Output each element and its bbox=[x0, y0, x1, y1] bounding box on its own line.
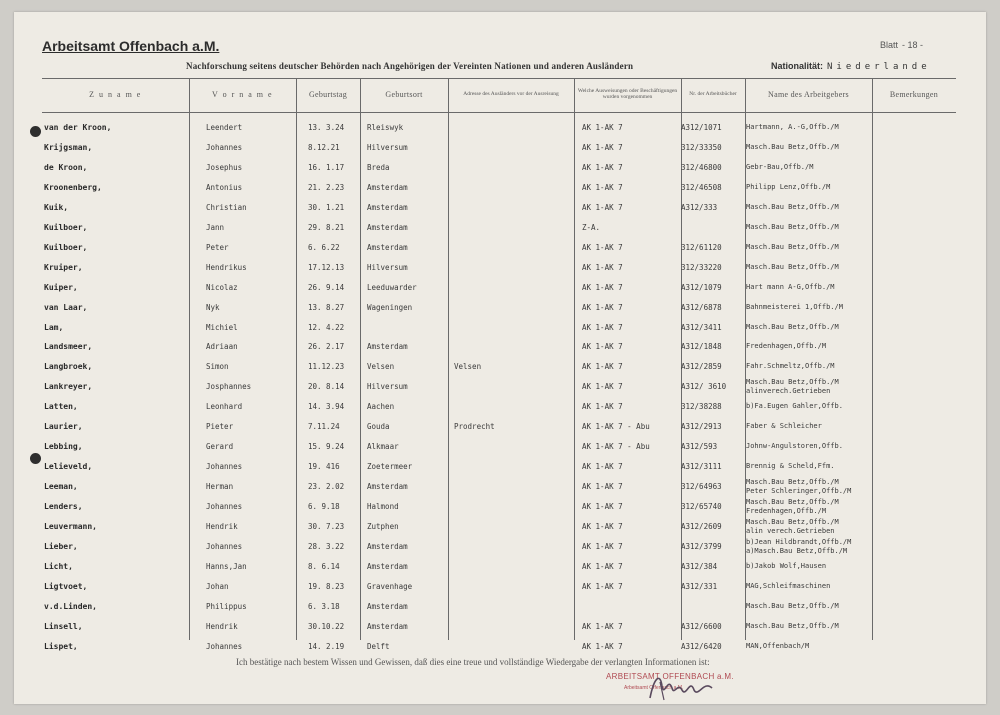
birthdate-cell: 29. 8.21 bbox=[308, 222, 345, 232]
birthplace-cell: Wageningen bbox=[367, 302, 413, 312]
employer-cell: Masch.Bau Betz,Offb./M bbox=[746, 142, 839, 151]
birthdate-cell: 30. 1.21 bbox=[308, 202, 345, 212]
stamp-subline: Arbeitsamt Offenbach a.M. bbox=[624, 685, 684, 691]
birthdate-cell: 19. 8.23 bbox=[308, 581, 345, 591]
birthdate-cell: 6. 9.18 bbox=[308, 502, 340, 512]
firstname-cell: Christian bbox=[206, 202, 247, 212]
employer-cell: Hart mann A-G,Offb./M bbox=[746, 282, 835, 291]
col-header-firstname: V o r n a m e bbox=[211, 89, 274, 99]
col-header-birthplace: Geburtsort bbox=[385, 89, 423, 99]
issued-cell: AK 1-AK 7 bbox=[582, 123, 623, 132]
surname-cell: Lam, bbox=[44, 322, 64, 332]
col-header-birthdate: Geburtstag bbox=[308, 89, 348, 99]
birthdate-cell: 21. 2.23 bbox=[308, 182, 345, 192]
employer-cell: a)Masch.Bau Betz,Offb./M bbox=[746, 546, 848, 555]
employer-cell: Masch.Bau Betz,Offb./M bbox=[746, 498, 839, 507]
workbook-cell: 312/61120 bbox=[681, 242, 722, 252]
issued-cell: AK 1-AK 7 bbox=[582, 282, 623, 292]
birthdate-cell: 26. 9.14 bbox=[308, 282, 345, 292]
birthplace-cell: Leeduwarder bbox=[367, 282, 417, 292]
birthdate-cell: 8.12.21 bbox=[308, 142, 340, 152]
workbook-cell: A312/6600 bbox=[681, 621, 722, 631]
birthplace-cell: Amsterdam bbox=[367, 182, 408, 192]
birthplace-cell: Hilversum bbox=[367, 142, 408, 152]
signature-scribble bbox=[646, 668, 716, 704]
issued-cell: AK 1-AK 7 bbox=[582, 182, 623, 192]
employer-cell: Faber & Schleicher bbox=[746, 422, 822, 431]
birthplace-cell: Hilversum bbox=[367, 382, 408, 392]
workbook-cell: A312/333 bbox=[681, 202, 718, 212]
surname-cell: van Laar, bbox=[44, 302, 88, 312]
birthdate-cell: 12. 4.22 bbox=[308, 322, 345, 332]
col-header-address: Adresse des Ausländers vor der Ausreisung bbox=[463, 91, 559, 98]
birthplace-cell: Aachen bbox=[367, 402, 395, 412]
issued-cell: Z-A. bbox=[582, 222, 601, 232]
firstname-cell: Hendrik bbox=[206, 522, 238, 531]
birthdate-cell: 8. 6.14 bbox=[308, 561, 340, 571]
issued-cell: AK 1-AK 7 bbox=[582, 522, 623, 531]
issued-cell: AK 1-AK 7 bbox=[582, 202, 623, 212]
surname-cell: Leeman, bbox=[44, 482, 78, 492]
birthplace-cell: Amsterdam bbox=[367, 541, 408, 551]
birthdate-cell: 30. 7.23 bbox=[308, 522, 345, 531]
workbook-cell: A312/384 bbox=[681, 561, 718, 571]
birthdate-cell: 13. 8.27 bbox=[308, 302, 345, 312]
issued-cell: AK 1-AK 7 bbox=[582, 362, 623, 372]
col-header-remarks: Bemerkungen bbox=[889, 89, 939, 99]
workbook-cell: 312/64963 bbox=[681, 482, 722, 492]
nationality-value: Niederlande bbox=[827, 62, 931, 72]
firstname-cell: Johannes bbox=[206, 462, 243, 472]
firstname-cell: Leonhard bbox=[206, 402, 243, 412]
birthplace-cell: Amsterdam bbox=[367, 242, 408, 252]
surname-cell: Lenders, bbox=[44, 502, 83, 512]
birthplace-cell: Rleiswyk bbox=[367, 123, 404, 132]
surname-cell: Kuiper, bbox=[44, 282, 78, 292]
birthdate-cell: 6. 6.22 bbox=[308, 242, 340, 252]
firstname-cell: Hendrik bbox=[206, 621, 238, 631]
birthdate-cell: 23. 2.02 bbox=[308, 482, 345, 492]
birthplace-cell: Amsterdam bbox=[367, 202, 408, 212]
workbook-cell: A312/1071 bbox=[681, 123, 722, 132]
employer-cell: Peter Schleringer,Offb./M bbox=[746, 487, 852, 496]
employer-cell: Hartmann, A.-G,Offb./M bbox=[746, 123, 839, 131]
employer-cell: alinverech.Getrieben bbox=[746, 387, 831, 396]
surname-cell: Laurier, bbox=[44, 422, 83, 432]
issued-cell: AK 1-AK 7 bbox=[582, 262, 623, 272]
birthdate-cell: 14. 3.94 bbox=[308, 402, 345, 412]
issued-cell: AK 1-AK 7 bbox=[582, 402, 623, 412]
issued-cell: AK 1-AK 7 bbox=[582, 462, 623, 472]
surname-cell: Kuilboer, bbox=[44, 222, 88, 232]
sheet-number bbox=[876, 40, 923, 50]
employer-cell: Philipp Lenz,Offb./M bbox=[746, 182, 831, 191]
workbook-cell: A312/6878 bbox=[681, 302, 722, 312]
employer-cell: Masch.Bau Betz,Offb./M bbox=[746, 202, 839, 211]
sheet-label: Blatt bbox=[880, 40, 899, 50]
nationality-label: Nationalität: bbox=[771, 61, 824, 71]
birthplace-cell: Amsterdam bbox=[367, 621, 408, 631]
workbook-cell: 312/46508 bbox=[681, 182, 722, 192]
employer-cell: Masch.Bau Betz,Offb./M bbox=[746, 242, 839, 251]
employer-cell: Masch.Bau Betz,Offb./M bbox=[746, 601, 839, 610]
sheet-number-value: - 18 - bbox=[902, 40, 924, 50]
issued-cell: AK 1-AK 7 bbox=[582, 482, 623, 492]
surname-cell: van der Kroon, bbox=[44, 123, 112, 132]
birthplace-cell: Gouda bbox=[367, 422, 390, 432]
surname-cell: Langbroek, bbox=[44, 362, 93, 372]
employer-cell: Masch.Bau Betz,Offb./M bbox=[746, 378, 839, 387]
issued-cell: AK 1-AK 7 bbox=[582, 502, 623, 512]
employer-cell: Bahnmeisterei 1,Offb./M bbox=[746, 302, 843, 311]
surname-cell: Leuvermann, bbox=[44, 522, 97, 531]
firstname-cell: Johannes bbox=[206, 641, 243, 651]
surname-cell: Linsell, bbox=[44, 621, 83, 631]
issued-cell: AK 1-AK 7 bbox=[582, 242, 623, 252]
birthdate-cell: 26. 2.17 bbox=[308, 342, 345, 352]
workbook-cell: A312/2913 bbox=[681, 422, 722, 432]
employer-cell: Masch.Bau Betz,Offb./M bbox=[746, 478, 839, 487]
col-header-surname: Z u n a m e bbox=[89, 89, 142, 99]
surname-cell: Lieber, bbox=[44, 541, 78, 551]
address-cell: Prodrecht bbox=[454, 422, 495, 432]
employer-cell: MAG,Schleifmaschinen bbox=[746, 581, 831, 590]
birthplace-cell: Delft bbox=[367, 641, 390, 651]
workbook-cell: 312/33350 bbox=[681, 142, 722, 152]
issued-cell: AK 1-AK 7 bbox=[582, 581, 623, 591]
birthplace-cell: Halmond bbox=[367, 502, 399, 512]
workbook-cell: A312/ 3610 bbox=[681, 382, 727, 392]
employer-cell: Masch.Bau Betz,Offb./M bbox=[746, 518, 839, 526]
col-header-workbook: Nr. der Arbeitsbücher bbox=[689, 91, 737, 98]
birthplace-cell: Velsen bbox=[367, 362, 395, 372]
birthplace-cell: Amsterdam bbox=[367, 482, 408, 492]
firstname-cell: Philippus bbox=[206, 601, 247, 611]
employer-cell: Masch.Bau Betz,Offb./M bbox=[746, 262, 839, 271]
employer-cell: Masch.Bau Betz,Offb./M bbox=[746, 222, 839, 231]
workbook-cell: A312/6420 bbox=[681, 641, 722, 651]
surname-cell: Kruiper, bbox=[44, 262, 83, 272]
issued-cell: AK 1-AK 7 bbox=[582, 342, 623, 352]
surname-cell: Licht, bbox=[44, 561, 73, 571]
workbook-cell: 312/33220 bbox=[681, 262, 722, 272]
birthdate-cell: 15. 9.24 bbox=[308, 442, 345, 452]
issued-cell: AK 1-AK 7 bbox=[582, 162, 623, 172]
birthplace-cell: Breda bbox=[367, 162, 390, 172]
employer-cell: alin verech.Getrieben bbox=[746, 527, 835, 535]
issued-cell: AK 1-AK 7 bbox=[582, 302, 623, 312]
birthdate-cell: 17.12.13 bbox=[308, 262, 345, 272]
surname-cell: Latten, bbox=[44, 402, 78, 412]
workbook-cell: A312/3799 bbox=[681, 541, 722, 551]
birthdate-cell: 16. 1.17 bbox=[308, 162, 345, 172]
birthplace-cell: Hilversum bbox=[367, 262, 408, 272]
workbook-cell: A312/2609 bbox=[681, 522, 722, 531]
firstname-cell: Josephus bbox=[206, 162, 243, 172]
punch-hole bbox=[30, 126, 41, 137]
surname-cell: v.d.Linden, bbox=[44, 601, 97, 611]
firstname-cell: Hanns,Jan bbox=[206, 561, 247, 571]
employer-cell: Masch.Bau Betz,Offb./M bbox=[746, 621, 839, 630]
firstname-cell: Antonius bbox=[206, 182, 243, 192]
employer-cell: Gebr-Bau,Offb./M bbox=[746, 162, 814, 171]
firstname-cell: Adriaan bbox=[206, 342, 238, 352]
employer-cell: b)Jakob Wolf,Hausen bbox=[746, 561, 827, 570]
firstname-cell: Johannes bbox=[206, 142, 243, 152]
firstname-cell: Nyk bbox=[206, 302, 220, 312]
firstname-cell: Josphannes bbox=[206, 382, 252, 392]
workbook-cell: A312/331 bbox=[681, 581, 718, 591]
firstname-cell: Johannes bbox=[206, 502, 243, 512]
birthdate-cell: 14. 2.19 bbox=[308, 641, 345, 651]
workbook-cell: A312/3411 bbox=[681, 322, 722, 332]
workbook-cell: 312/65740 bbox=[681, 502, 722, 512]
birthplace-cell: Amsterdam bbox=[367, 561, 408, 571]
workbook-cell: A312/2859 bbox=[681, 362, 722, 372]
issued-cell: AK 1-AK 7 - Abu bbox=[582, 422, 650, 432]
firstname-cell: Leendert bbox=[206, 123, 243, 132]
employer-cell: Fredenhagen,Offb./M bbox=[746, 507, 827, 516]
employer-cell: Fahr.Schmeltz,Offb./M bbox=[746, 362, 835, 371]
surname-cell: Ligtvoet, bbox=[44, 581, 88, 591]
birthplace-cell: Amsterdam bbox=[367, 222, 408, 232]
employer-cell: Fredenhagen,Offb./M bbox=[746, 342, 827, 351]
certification-text: Ich bestätige nach bestem Wissen und Gewissen, daß dies eine treue und vollständige Wiedergabe der verlangten Informationen ist: bbox=[236, 657, 710, 667]
workbook-cell: A312/1848 bbox=[681, 342, 722, 352]
stamp-office-name: ARBEITSAMT OFFENBACH a.M. bbox=[606, 672, 734, 681]
employer-cell: MAN,Offenbach/M bbox=[746, 641, 810, 650]
workbook-cell: 312/46800 bbox=[681, 162, 722, 172]
issued-cell: AK 1-AK 7 bbox=[582, 382, 623, 392]
surname-cell: de Kroon, bbox=[44, 162, 88, 172]
surname-cell: Landsmeer, bbox=[44, 342, 93, 352]
firstname-cell: Pieter bbox=[206, 422, 234, 432]
surname-cell: Kuilboer, bbox=[44, 242, 88, 252]
firstname-cell: Simon bbox=[206, 362, 229, 372]
birthdate-cell: 7.11.24 bbox=[308, 422, 340, 432]
punch-hole bbox=[30, 453, 41, 464]
birthplace-cell: Gravenhage bbox=[367, 581, 413, 591]
firstname-cell: Herman bbox=[206, 482, 234, 492]
birthdate-cell: 13. 3.24 bbox=[308, 123, 345, 132]
workbook-cell: 312/38288 bbox=[681, 402, 722, 412]
employer-cell: b)Jean Hildbrandt,Offb./M bbox=[746, 537, 852, 546]
table-row bbox=[42, 161, 956, 181]
workbook-cell: A312/3111 bbox=[681, 462, 722, 472]
surname-cell: Kuik, bbox=[44, 202, 69, 212]
birthdate-cell: 28. 3.22 bbox=[308, 541, 345, 551]
issued-cell: AK 1-AK 7 bbox=[582, 322, 623, 332]
nationality bbox=[771, 61, 931, 72]
issued-cell: AK 1-AK 7 bbox=[582, 142, 623, 152]
employer-cell: Brennig & Scheld,Ffm. bbox=[746, 462, 835, 471]
issued-cell: AK 1-AK 7 bbox=[582, 561, 623, 571]
birthplace-cell: Amsterdam bbox=[367, 342, 408, 352]
birthplace-cell: Amsterdam bbox=[367, 601, 408, 611]
col-header-issued: Welche Ausweisungen oder Beschäftigungen wurden vorgenommen bbox=[577, 88, 678, 100]
surname-cell: Lispet, bbox=[44, 641, 78, 651]
workbook-cell: A312/1079 bbox=[681, 282, 722, 292]
surname-cell: Lelieveld, bbox=[44, 462, 93, 472]
birthdate-cell: 20. 8.14 bbox=[308, 382, 345, 392]
birthplace-cell: Zoetermeer bbox=[367, 462, 413, 472]
firstname-cell: Peter bbox=[206, 242, 229, 252]
birthdate-cell: 6. 3.18 bbox=[308, 601, 340, 611]
col-header-employer: Name des Arbeitgebers bbox=[768, 89, 849, 99]
firstname-cell: Gerard bbox=[206, 442, 234, 452]
employer-cell: Masch.Bau Betz,Offb./M bbox=[746, 322, 839, 331]
issued-cell: AK 1-AK 7 bbox=[582, 641, 623, 651]
firstname-cell: Johan bbox=[206, 581, 229, 591]
office-stamp bbox=[606, 672, 756, 712]
birthplace-cell: Alkmaar bbox=[367, 442, 399, 452]
table-row bbox=[42, 640, 956, 660]
firstname-cell: Johannes bbox=[206, 541, 243, 551]
birthplace-cell: Zutphen bbox=[367, 522, 399, 531]
issued-cell: AK 1-AK 7 bbox=[582, 541, 623, 551]
issued-cell: AK 1-AK 7 - Abu bbox=[582, 442, 650, 452]
workbook-cell: A312/593 bbox=[681, 442, 718, 452]
employer-cell: Johnw-Angulstoren,Offb. bbox=[746, 442, 843, 451]
office-title: Arbeitsamt Offenbach a.M. bbox=[42, 38, 220, 54]
birthdate-cell: 19. 416 bbox=[308, 462, 340, 472]
document-sheet bbox=[14, 12, 986, 704]
employer-cell: b)Fa.Eugen Gahler,Offb. bbox=[746, 402, 843, 411]
firstname-cell: Michiel bbox=[206, 322, 238, 332]
surname-cell: Kroonenberg, bbox=[44, 182, 102, 192]
issued-cell: AK 1-AK 7 bbox=[582, 621, 623, 631]
birthdate-cell: 30.10.22 bbox=[308, 621, 345, 631]
surname-cell: Lebbing, bbox=[44, 442, 83, 452]
birthdate-cell: 11.12.23 bbox=[308, 362, 345, 372]
firstname-cell: Hendrikus bbox=[206, 262, 247, 272]
address-cell: Velsen bbox=[454, 362, 482, 372]
document-subtitle: Nachforschung seitens deutscher Behörden nach Angehörigen der Vereinten Nationen und anderen Ausländern bbox=[186, 61, 634, 71]
surname-cell: Lankreyer, bbox=[44, 382, 93, 392]
surname-cell: Krijgsman, bbox=[44, 142, 93, 152]
firstname-cell: Jann bbox=[206, 222, 225, 232]
firstname-cell: Nicolaz bbox=[206, 282, 238, 292]
